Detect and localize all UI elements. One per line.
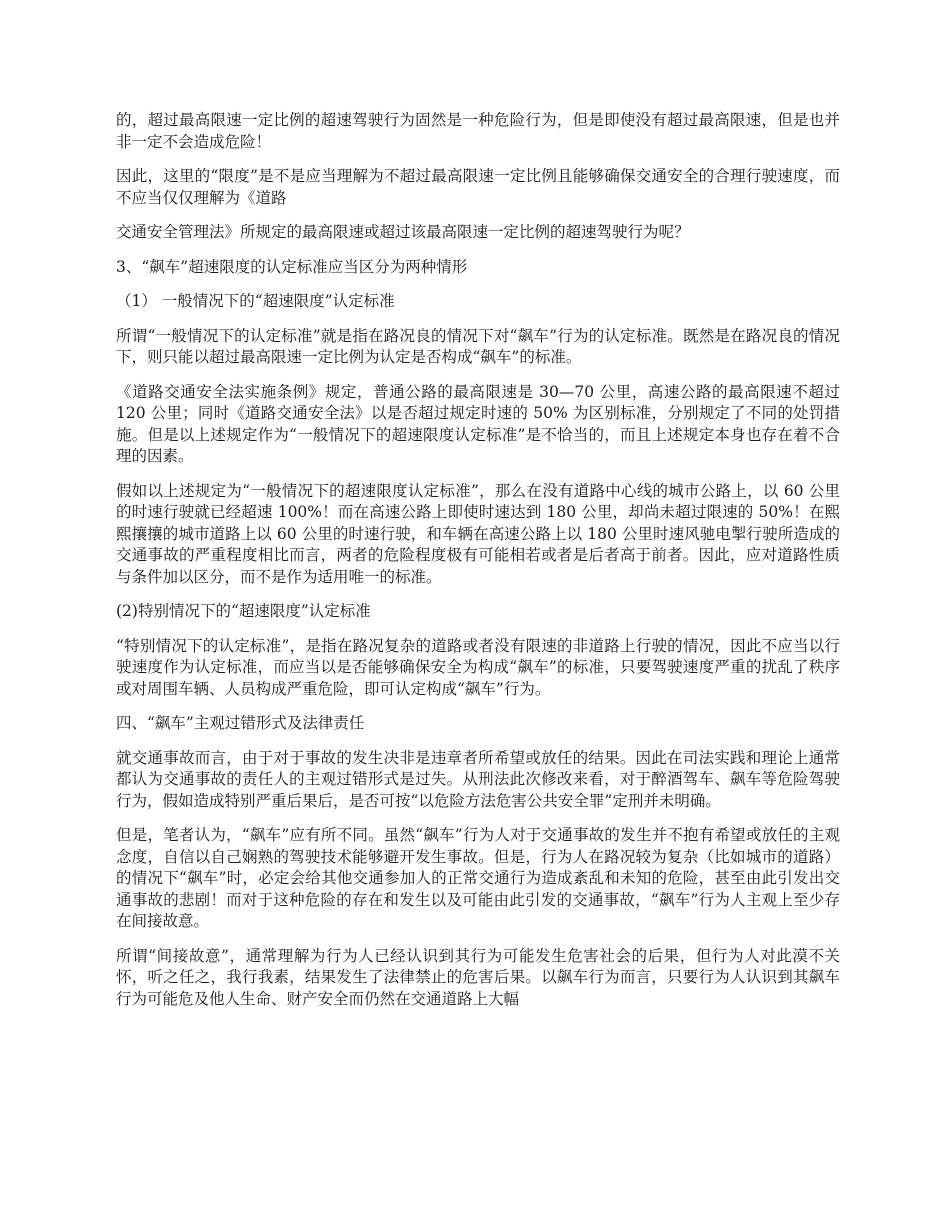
paragraph-1: 的，超过最高限速一定比例的超速驾驶行为固然是一种危险行为，但是即使没有超过最高限速，但是也并非一定不会造成危险！	[116, 111, 840, 151]
paragraph-6: 假如以上述规定为“一般情况下的超速限度认定标准”，那么在没有道路中心线的城市公路上，以 60 公里的时速行驶就已经超速 100%！而在高速公路上即使时速达到 180 公里，却尚未超过限速的 50%！在熙熙攘攘的城市道路上以 60 公里的时速行驶，和车辆在高速公路上以 180 公里时速风驰电掣行驶所造成的交通事故的严重程度相比而言，两者的危险程度极有可能相若或者是后者高于前者。因此，应对道路性质与条件加以区分，而不是作为适用唯一的标准。	[116, 481, 840, 586]
paragraph-3: 交通安全管理法》所规定的最高限速或超过该最高限速一定比例的超速驾驶行为呢？	[116, 223, 690, 241]
section-heading-3: 3、“飙车”超速限度的认定标准应当区分为两种情形	[116, 257, 468, 276]
section-heading-4: 四、“飙车”主观过错形式及法律责任	[116, 714, 365, 732]
paragraph-9: 但是，笔者认为，“飙车”应有所不同。虽然“飙车”行为人对于交通事故的发生并不抱有希望或放任的主观念度，自信以自己娴熟的驾驶技术能够避开发生事故。但是，行为人在路况较为复杂（比如城市的道路）的情况下“飙车”时，必定会给其他交通参加人的正常交通行为造成紊乱和未知的危险，甚至由此引发出交通事故的悲剧！而对于这种危险的存在和发生以及可能由此引发的交通事故，“飙车”行为人主观上至少存在间接故意。	[116, 826, 840, 930]
paragraph-5: 《道路交通安全法实施条例》规定，普通公路的最高限速是 30—70 公里，高速公路的最高限速不超过 120 公里；同时《道路交通安全法》以是否超过规定时速的 50% 为区别标准，分别规定了不同的处罚措施。但是以上述规定作为“一般情况下的超速限度认定标准”是不恰当的，而且上述规定本身也存在着不合理的因素。	[116, 382, 840, 465]
paragraph-7: “特别情况下的认定标准”，是指在路况复杂的道路或者没有限速的非道路上行驶的情况，因此不应当以行驶速度作为认定标准，而应当以是否能够确保安全为构成“飙车”的标准，只要驾驶速度严重的扰乱了秩序或对周围车辆、人员构成严重危险，即可认定构成“飙车”行为。	[116, 636, 840, 698]
document-body	[116, 110, 840, 1023]
paragraph-8: 就交通事故而言，由于对于事故的发生决非是违章者所希望或放任的结果。因此在司法实践和理论上通常都认为交通事故的责任人的主观过错形式是过失。从刑法此次修改来看，对于醉酒驾车、飙车等危险驾驶行为，假如造成特别严重后果后，是否可按“以危险方法危害公共安全罪”定刑并未明确。	[116, 748, 840, 810]
paragraph-4: 所谓“一般情况下的认定标准”就是指在路况良的情况下对“飙车”行为的认定标准。既然是在路况良的情况下，则只能以超过最高限速一定比例为认定是否构成“飙车”的标准。	[116, 326, 840, 366]
subheading-1: （1） 一般情况下的“超速限度”认定标准	[116, 292, 395, 310]
subheading-2: (2)特别情况下的“超速限度”认定标准	[116, 602, 371, 620]
paragraph-10: 所谓“间接故意”，通常理解为行为人已经认识到其行为可能发生危害社会的后果，但行为人对此漠不关怀，听之任之，我行我素，结果发生了法律禁止的危害后果。以飙车行为而言，只要行为人认识到其飙车行为可能危及他人生命、财产安全而仍然在交通道路上大幅	[116, 946, 840, 1008]
paragraph-2: 因此，这里的“限度”是不是应当理解为不超过最高限速一定比例且能够确保交通安全的合理行驶速度，而不应当仅仅理解为《道路	[116, 167, 840, 207]
